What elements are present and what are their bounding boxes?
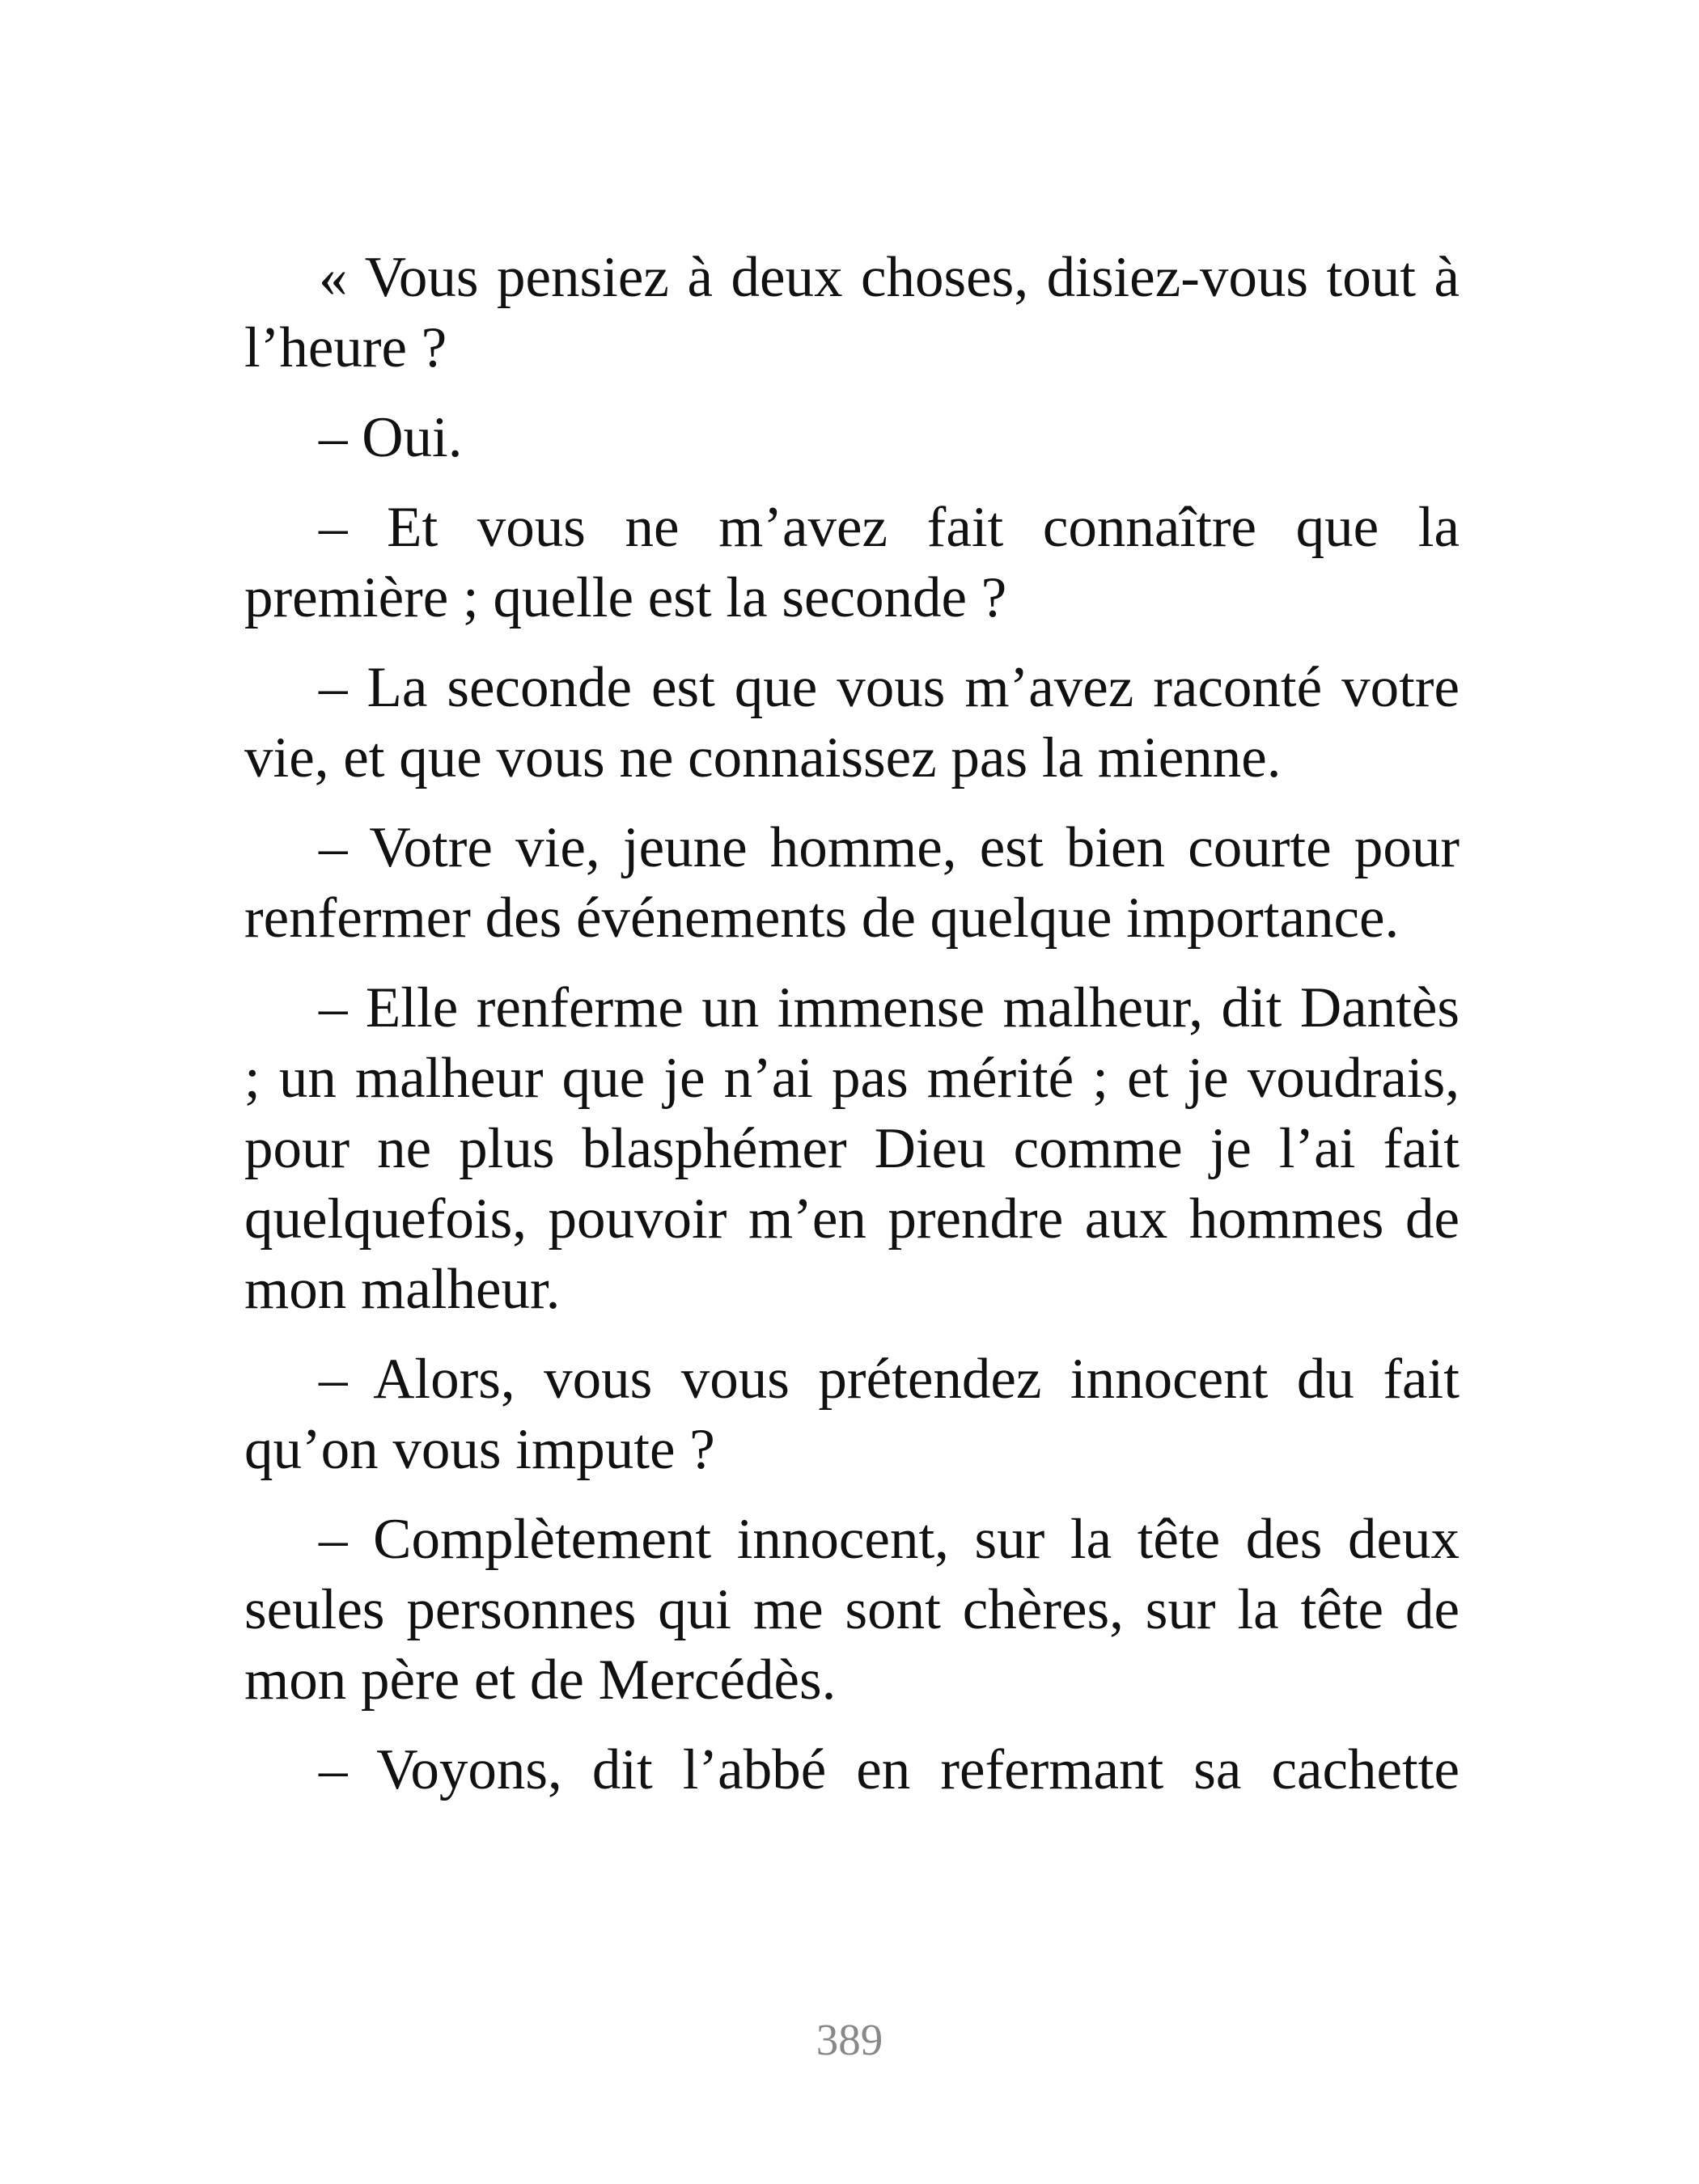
paragraph: – La seconde est que vous m’avez raconté votre vie, et que vous ne connaissez pas la mienne. <box>244 656 1460 789</box>
body-text <box>244 243 1460 1825</box>
paragraph: – Voyons, dit l’abbé en refermant sa cachette <box>319 1738 1460 1801</box>
paragraph: – Elle renferme un immense malheur, dit Dantès ; un malheur que je n’ai pas mérité ; et je voudrais, pour ne plus blasphémer Dieu comme je l’ai fait quelquefois, pouvoir m’en prendre aux hommes de mon malheur. <box>244 976 1460 1321</box>
paragraph: – Alors, vous vous prétendez innocent du fait qu’on vous impute ? <box>244 1348 1460 1481</box>
paragraph: – Et vous ne m’avez fait connaître que la première ; quelle est la seconde ? <box>244 496 1460 629</box>
paragraph: – Complètement innocent, sur la tête des deux seules personnes qui me sont chères, sur la tête de mon père et de Mercédès. <box>244 1508 1460 1712</box>
page-number: 389 <box>816 2015 883 2064</box>
paragraph: – Oui. <box>319 406 463 469</box>
paragraph: – Votre vie, jeune homme, est bien courte pour renfermer des événements de quelque importance. <box>244 816 1460 950</box>
paragraph: « Vous pensiez à deux choses, disiez-vous tout à l’heure ? <box>244 246 1460 379</box>
